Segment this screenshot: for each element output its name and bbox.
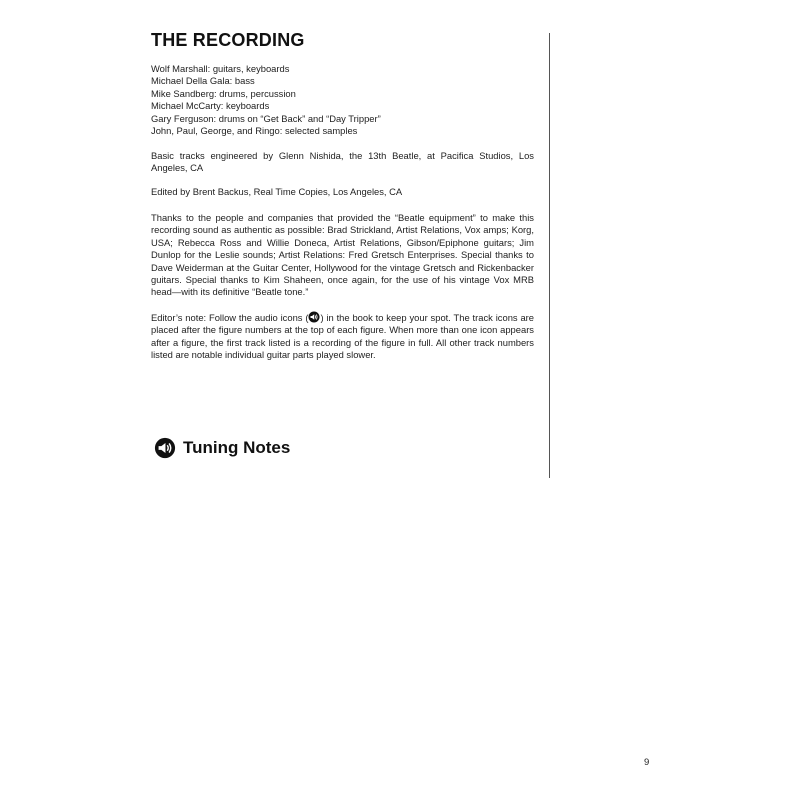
page-title: THE RECORDING <box>151 30 305 50</box>
edited-by-paragraph: Edited by Brent Backus, Real Time Copies, Los Angeles, CA <box>151 186 403 197</box>
credit-line: Gary Ferguson: drums on “Get Back” and “Day Tripper” <box>151 112 381 124</box>
credit-line: Wolf Marshall: guitars, keyboards <box>151 63 290 74</box>
credit-line: Michael Della Gala: bass <box>151 75 255 87</box>
editor-note-paragraph <box>151 311 534 362</box>
credit-line: Mike Sandberg: drums, percussion <box>151 87 296 99</box>
tuning-notes-label: Tuning Notes <box>183 438 291 457</box>
credit-line: John, Paul, George, and Ringo: selected samples <box>151 125 358 137</box>
editor-note-text-start: Editor’s note: Follow the audio icons ( <box>151 312 309 323</box>
tuning-notes-heading <box>154 437 290 459</box>
thanks-paragraph: Thanks to the people and companies that provided the “Beatle equipment” to make this recording sound as authentic as possible: Brad Strickland, Artist Relations, Vox amps; Korg, USA; Rebecca Ross and Willie Doneca, Artist Relations, Gibson/Epiphone guitars; Jim Dunlop for the Leslie sounds; Artist Relations: Fred Gretsch Enterprises. Special thanks to Dave Weiderman at the Guitar Center, Hollywood for the vintage Gretsch and Rickenbacker guitars. Special thanks to Kim Shaheen, once again, for the use of his vintage Vox MRB head—with its definitive “Beatle tone.” <box>151 212 534 298</box>
audio-speaker-icon <box>154 437 176 459</box>
page-number: 9 <box>644 757 650 768</box>
column-divider <box>549 33 550 478</box>
editor-note-text-end: ) in the book to keep your spot. The track icons are placed after the figure numbers at the top of each figure. When more than one icon appears after a figure, the first track listed is a recording of the figure in full. All other track numbers listed are notable individual guitar parts played slower. <box>151 312 534 361</box>
credits-list <box>151 63 536 137</box>
audio-speaker-icon <box>308 311 320 323</box>
basic-tracks-paragraph: Basic tracks engineered by Glenn Nishida, the 13th Beatle, at Pacifica Studios, Los Angeles, CA <box>151 150 534 174</box>
credit-line: Michael McCarty: keyboards <box>151 100 270 112</box>
